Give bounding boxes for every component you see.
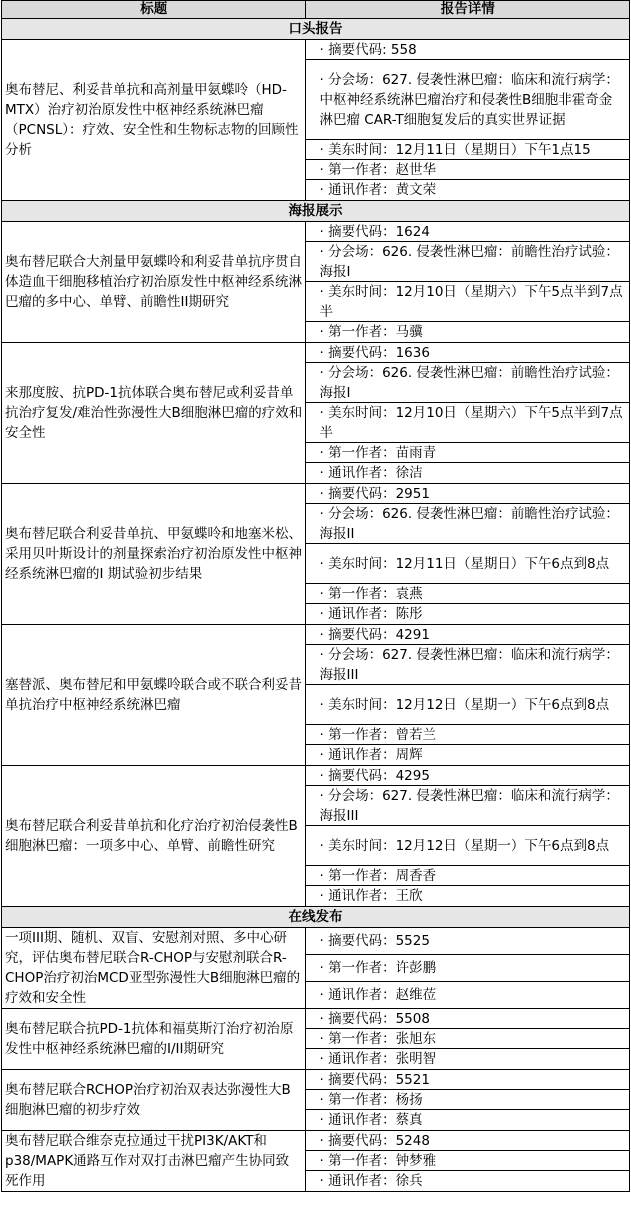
detail-line: · 通讯作者：王欣 — [319, 888, 423, 904]
detail-line: · 第一作者：马骥 — [319, 324, 423, 340]
report-details — [306, 928, 630, 1009]
detail-line: · 摘要代码: 558 — [306, 40, 629, 60]
report-details — [306, 222, 630, 343]
detail-line: · 第一作者：赵世华 — [306, 160, 629, 180]
header-row — [2, 1, 630, 19]
detail-line: · 第一作者：杨扬 — [306, 1090, 629, 1110]
table-row — [2, 343, 630, 484]
detail-line: · 分会场：626. 侵袭性淋巴瘤：前瞻性治疗试验：海报I — [306, 363, 629, 403]
detail-line: · 摘要代码：4295 — [306, 766, 629, 786]
report-details — [306, 1070, 630, 1131]
section-row — [2, 201, 630, 222]
table-row — [2, 40, 630, 201]
detail-line: · 美东时间：12月12日（星期一）下午6点到8点 — [306, 826, 629, 866]
detail-line: · 摘要代码：5521 — [306, 1070, 629, 1090]
header-details: 报告详情 — [306, 1, 630, 19]
detail-line: · 通讯作者：蔡真 — [319, 1112, 423, 1128]
detail-line: · 第一作者：张旭东 — [306, 1029, 629, 1049]
detail-line: · 通讯作者：周辉 — [319, 747, 423, 763]
report-title: 奥布替尼、利妥昔单抗和高剂量甲氨蝶呤（HD-MTX）治疗初治原发性中枢神经系统淋巴瘤（PCNSL）：疗效、安全性和生物标志物的回顾性分析 — [2, 40, 306, 201]
detail-line: · 分会场：626. 侵袭性淋巴瘤：前瞻性治疗试验：海报I — [306, 242, 629, 282]
detail-line: · 摘要代码：2951 — [306, 484, 629, 504]
detail-line: · 通讯作者：黄文荣 — [319, 182, 437, 198]
section-heading: 海报展示 — [2, 201, 630, 222]
detail-line: · 美东时间：12月10日（星期六）下午5点半到7点半 — [306, 403, 629, 443]
header-title: 标题 — [2, 1, 306, 19]
table-row — [2, 625, 630, 766]
detail-line: · 通讯作者：徐兵 — [319, 1173, 423, 1189]
table-row — [2, 1070, 630, 1131]
report-title: 奥布替尼联合大剂量甲氨蝶呤和利妥昔单抗序贯自体造血干细胞移植治疗初治原发性中枢神经系统淋巴瘤的多中心、单臂、前瞻性II期研究 — [2, 222, 306, 343]
detail-line: · 分会场：627. 侵袭性淋巴瘤：临床和流行病学：海报III — [306, 786, 629, 826]
section-heading: 口头报告 — [2, 19, 630, 40]
report-title: 奥布替尼联合抗PD-1抗体和福莫斯汀治疗初治原发性中枢神经系统淋巴瘤的I/II期研究 — [2, 1009, 306, 1070]
report-table — [1, 0, 630, 1192]
report-title: 奥布替尼联合利妥昔单抗和化疗治疗初治侵袭性B细胞淋巴瘤：一项多中心、单臂、前瞻性研究 — [2, 766, 306, 907]
report-details — [306, 1009, 630, 1070]
table-row — [2, 484, 630, 625]
detail-line: · 第一作者：曾若兰 — [306, 725, 629, 745]
detail-line: · 摘要代码：1624 — [306, 222, 629, 242]
report-title: 奥布替尼联合维奈克拉通过干扰PI3K/AKT和 p38/MAPK通路互作对双打击淋巴瘤产生协同致死作用 — [2, 1131, 306, 1192]
report-title: 奥布替尼联合利妥昔单抗、甲氨蝶呤和地塞米松、采用贝叶斯设计的剂量探索治疗初治原发性中枢神经系统淋巴瘤的I 期试验初步结果 — [2, 484, 306, 625]
detail-line: · 美东时间：12月11日（星期日）下午1点15 — [306, 140, 629, 160]
detail-line: · 分会场：627. 侵袭性淋巴瘤：临床和流行病学：中枢神经系统淋巴瘤治疗和侵袭性B细胞非霍奇金淋巴瘤 CAR-T细胞复发后的真实世界证据 — [306, 60, 629, 140]
detail-line: · 摘要代码：4291 — [306, 625, 629, 645]
detail-line: · 通讯作者：陈彤 — [319, 606, 423, 622]
report-title: 奥布替尼联合RCHOP治疗初治双表达弥漫性大B细胞淋巴瘤的初步疗效 — [2, 1070, 306, 1131]
report-details — [306, 343, 630, 484]
detail-line: · 分会场：626. 侵袭性淋巴瘤：前瞻性治疗试验：海报II — [306, 504, 629, 544]
report-title: 一项III期、随机、双盲、安慰剂对照、多中心研究，评估奥布替尼联合R-CHOP与安慰剂联合R-CHOP治疗初治MCD亚型弥漫性大B细胞淋巴瘤的疗效和安全性 — [2, 928, 306, 1009]
table-row — [2, 1131, 630, 1192]
report-details — [306, 766, 630, 907]
table-body — [2, 19, 630, 1192]
section-row — [2, 19, 630, 40]
report-details — [306, 484, 630, 625]
report-details — [306, 625, 630, 766]
detail-line: · 美东时间：12月10日（星期六）下午5点半到7点半 — [306, 282, 629, 322]
report-details — [306, 40, 630, 201]
detail-line: · 通讯作者：赵维莅 — [319, 987, 437, 1003]
detail-line: · 第一作者：苗雨青 — [306, 443, 629, 463]
report-details — [306, 1131, 630, 1192]
detail-line: · 摘要代码：5525 — [306, 928, 629, 955]
table-row — [2, 222, 630, 343]
report-title: 来那度胺、抗PD-1抗体联合奥布替尼或利妥昔单抗治疗复发/难治性弥漫性大B细胞淋巴瘤的疗效和安全性 — [2, 343, 306, 484]
detail-line: · 美东时间：12月12日（星期一）下午6点到8点 — [306, 685, 629, 725]
detail-line: · 分会场：627. 侵袭性淋巴瘤：临床和流行病学：海报III — [306, 645, 629, 685]
detail-line: · 通讯作者：徐洁 — [319, 465, 423, 481]
detail-line: · 通讯作者：张明智 — [319, 1051, 437, 1067]
table-row — [2, 1009, 630, 1070]
detail-line: · 摘要代码：1636 — [306, 343, 629, 363]
detail-line: · 第一作者：许彭鹏 — [306, 955, 629, 982]
table-row — [2, 928, 630, 1009]
detail-line: · 摘要代码：5508 — [306, 1009, 629, 1029]
detail-line: · 第一作者：钟梦雅 — [306, 1151, 629, 1171]
detail-line: · 美东时间：12月11日（星期日）下午6点到8点 — [306, 544, 629, 584]
detail-line: · 第一作者：袁燕 — [306, 584, 629, 604]
detail-line: · 摘要代码：5248 — [306, 1131, 629, 1151]
section-heading: 在线发布 — [2, 907, 630, 928]
table-row — [2, 766, 630, 907]
report-title: 塞替派、奥布替尼和甲氨蝶呤联合或不联合利妥昔单抗治疗中枢神经系统淋巴瘤 — [2, 625, 306, 766]
section-row — [2, 907, 630, 928]
detail-line: · 第一作者：周香香 — [306, 866, 629, 886]
